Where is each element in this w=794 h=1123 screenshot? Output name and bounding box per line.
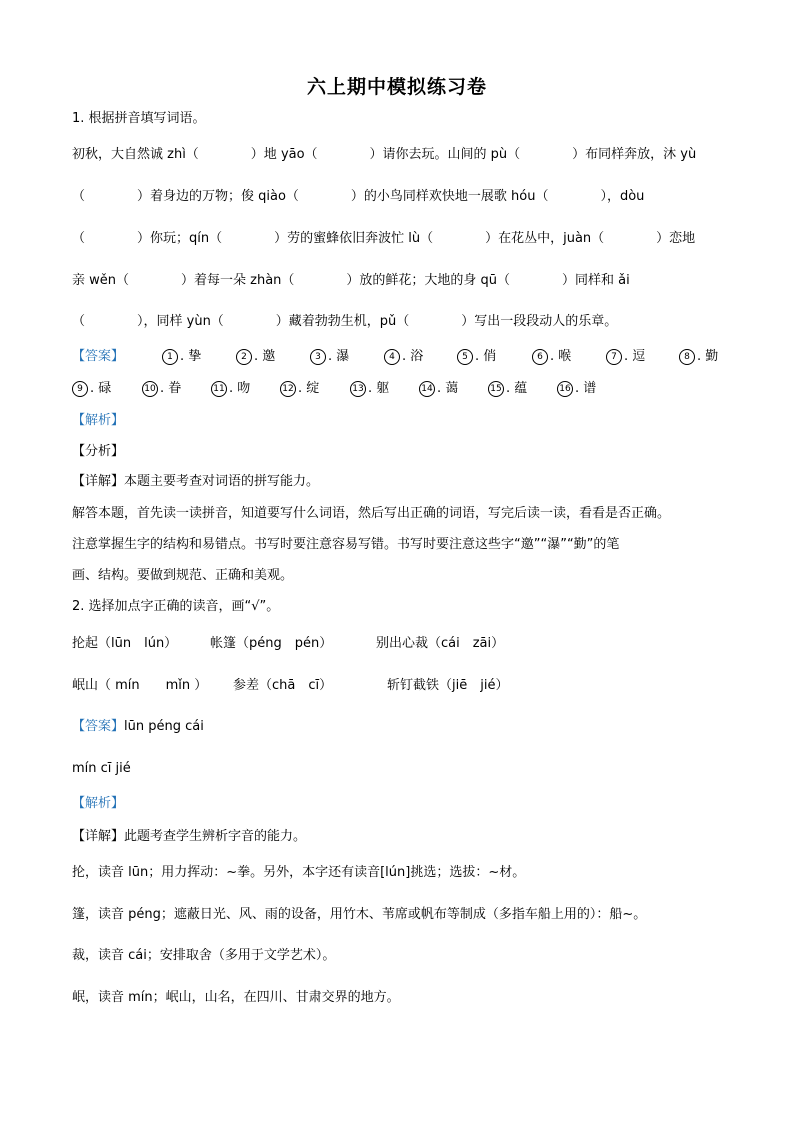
answer-char: 眷 (168, 381, 182, 396)
q1-prompt: 1. 根据拼音填写词语。 (72, 111, 206, 126)
answer-number: 10 (142, 381, 158, 397)
answer-char: 邀 (262, 349, 276, 364)
answer-item: 4 . 浴 (384, 348, 423, 366)
explanation-paragraph: 注意掌握生字的结构和易错点。书写时要注意容易写错。书写时要注意这些字“邀”“瀑”“勤”的笔 (72, 537, 620, 552)
page-title: 六上期中模拟练习卷 (306, 76, 487, 98)
answer-char: 躯 (376, 381, 390, 396)
explanation-paragraph: 篷，读音 péng；遮蔽日光、风、雨的设备，用竹木、苇席或帆布等制成（多指车船上用的）：船~。 (72, 907, 647, 922)
analysis-label: 【解析】 (72, 796, 125, 811)
answer-char: 挚 (188, 349, 202, 364)
answer-text: lūn péng cái (124, 719, 204, 734)
answer-item: 5 . 俏 (457, 348, 496, 366)
q2-prompt: 2. 选择加点字正确的读音，画“√”。 (72, 599, 280, 614)
answer-number: 3 (310, 349, 326, 365)
answer-number: 6 (532, 349, 548, 365)
answer-number: 16 (557, 381, 573, 397)
explanation-paragraph: 岷，读音 mín；岷山，山名，在四川、甘肃交界的地方。 (72, 990, 400, 1005)
fenxi-label: 【分析】 (72, 444, 125, 459)
answer-number: 8 (679, 349, 695, 365)
answer-number: 9 (72, 381, 88, 397)
answer-item: 14 . 蔼 (419, 380, 458, 398)
answer-label: 【答案】 (72, 719, 125, 734)
answer-number: 11 (211, 381, 227, 397)
answer-item: 1 . 挚 (162, 348, 201, 366)
q1-line: （ ），同样 yùn（ ）藏着勃勃生机，pǔ（ ）写出一段段动人的乐章。 (72, 314, 618, 329)
q2-option: 抡起（lūn lún） (72, 636, 178, 651)
detail-text: 本题主要考查对词语的拼写能力。 (124, 474, 320, 489)
q2-option: 别出心裁（cái zāi） (376, 636, 505, 651)
answer-char: 瀑 (336, 349, 350, 364)
q2-answer-line (72, 718, 204, 736)
answer-item: 9 . 碌 (72, 380, 111, 398)
answer-char: 谱 (583, 381, 597, 396)
detail-line (72, 828, 306, 846)
q1-line: 亲 wěn（ ）着每一朵 zhàn（ ）放的鲜花；大地的身 qū（ ）同样和 ǎi (72, 273, 630, 288)
answer-item: 10 . 眷 (142, 380, 181, 398)
answer-item: 7 . 逗 (606, 348, 645, 366)
answer-item: 15 . 蕴 (488, 380, 527, 398)
detail-label: 【详解】 (72, 474, 125, 489)
answer-item: 11 . 吻 (211, 380, 250, 398)
q2-option: 帐篷（péng pén） (210, 636, 333, 651)
answer-char: 碌 (98, 381, 112, 396)
q1-line: （ ）着身边的万物；俊 qiào（ ）的小鸟同样欢快地一展歌 hóu（ ），dòu (72, 189, 645, 204)
answer-item: 12 . 绽 (280, 380, 319, 398)
answer-number: 13 (350, 381, 366, 397)
answer-item: 13 . 躯 (350, 380, 389, 398)
answer-number: 1 (162, 349, 178, 365)
answer-char: 俏 (483, 349, 497, 364)
answer-label: 【答案】 (72, 349, 125, 364)
answer-item: 16 . 谱 (557, 380, 596, 398)
explanation-paragraph: 抡，读音 lūn；用力挥动：~拳。另外，本字还有读音[lún]挑选；选拔：~材。 (72, 865, 526, 880)
answer-item: 3 . 瀑 (310, 348, 349, 366)
detail-label: 【详解】 (72, 829, 125, 844)
answer-char: 浴 (410, 349, 424, 364)
answer-number: 12 (280, 381, 296, 397)
answer-item: 6 . 喉 (532, 348, 571, 366)
answer-char: 逗 (632, 349, 646, 364)
q1-line: （ ）你玩；qín（ ）劳的蜜蜂依旧奔波忙 lù（ ）在花丛中，juàn（ ）恋地 (72, 231, 696, 246)
q2-answer-line-2: mín cī jié (72, 761, 131, 776)
answer-number: 5 (457, 349, 473, 365)
analysis-label: 【解析】 (72, 413, 125, 428)
explanation-paragraph: 裁，读音 cái；安排取舍（多用于文学艺术）。 (72, 948, 336, 963)
answer-number: 4 (384, 349, 400, 365)
detail-text: 此题考查学生辨析字音的能力。 (124, 829, 307, 844)
answer-char: 喉 (558, 349, 572, 364)
answer-item: 8 . 勤 (679, 348, 718, 366)
detail-line (72, 473, 319, 491)
explanation-paragraph: 解答本题，首先读一读拼音，知道要写什么词语，然后写出正确的词语，写完后读一读，看看是否正确。 (72, 506, 671, 521)
q2-option: 斩钉截铁（jiē jié） (387, 678, 509, 693)
answer-number: 15 (488, 381, 504, 397)
answer-number: 14 (419, 381, 435, 397)
answer-char: 吻 (237, 381, 251, 396)
answer-number: 7 (606, 349, 622, 365)
answer-item: 2 . 邀 (236, 348, 275, 366)
answer-char: 勤 (705, 349, 719, 364)
answer-char: 蕴 (514, 381, 528, 396)
q1-line: 初秋，大自然诚 zhì（ ）地 yāo（ ）请你去玩。山间的 pù（ ）布同样奔放，沐 yù (72, 147, 697, 162)
explanation-paragraph: 画、结构。要做到规范、正确和美观。 (72, 568, 294, 583)
answer-char: 绽 (306, 381, 320, 396)
answer-char: 蔼 (445, 381, 459, 396)
q2-option: 参差（chā cī） (233, 678, 333, 693)
answer-number: 2 (236, 349, 252, 365)
q2-option: 岷山（ mín mǐn ） (72, 678, 208, 693)
